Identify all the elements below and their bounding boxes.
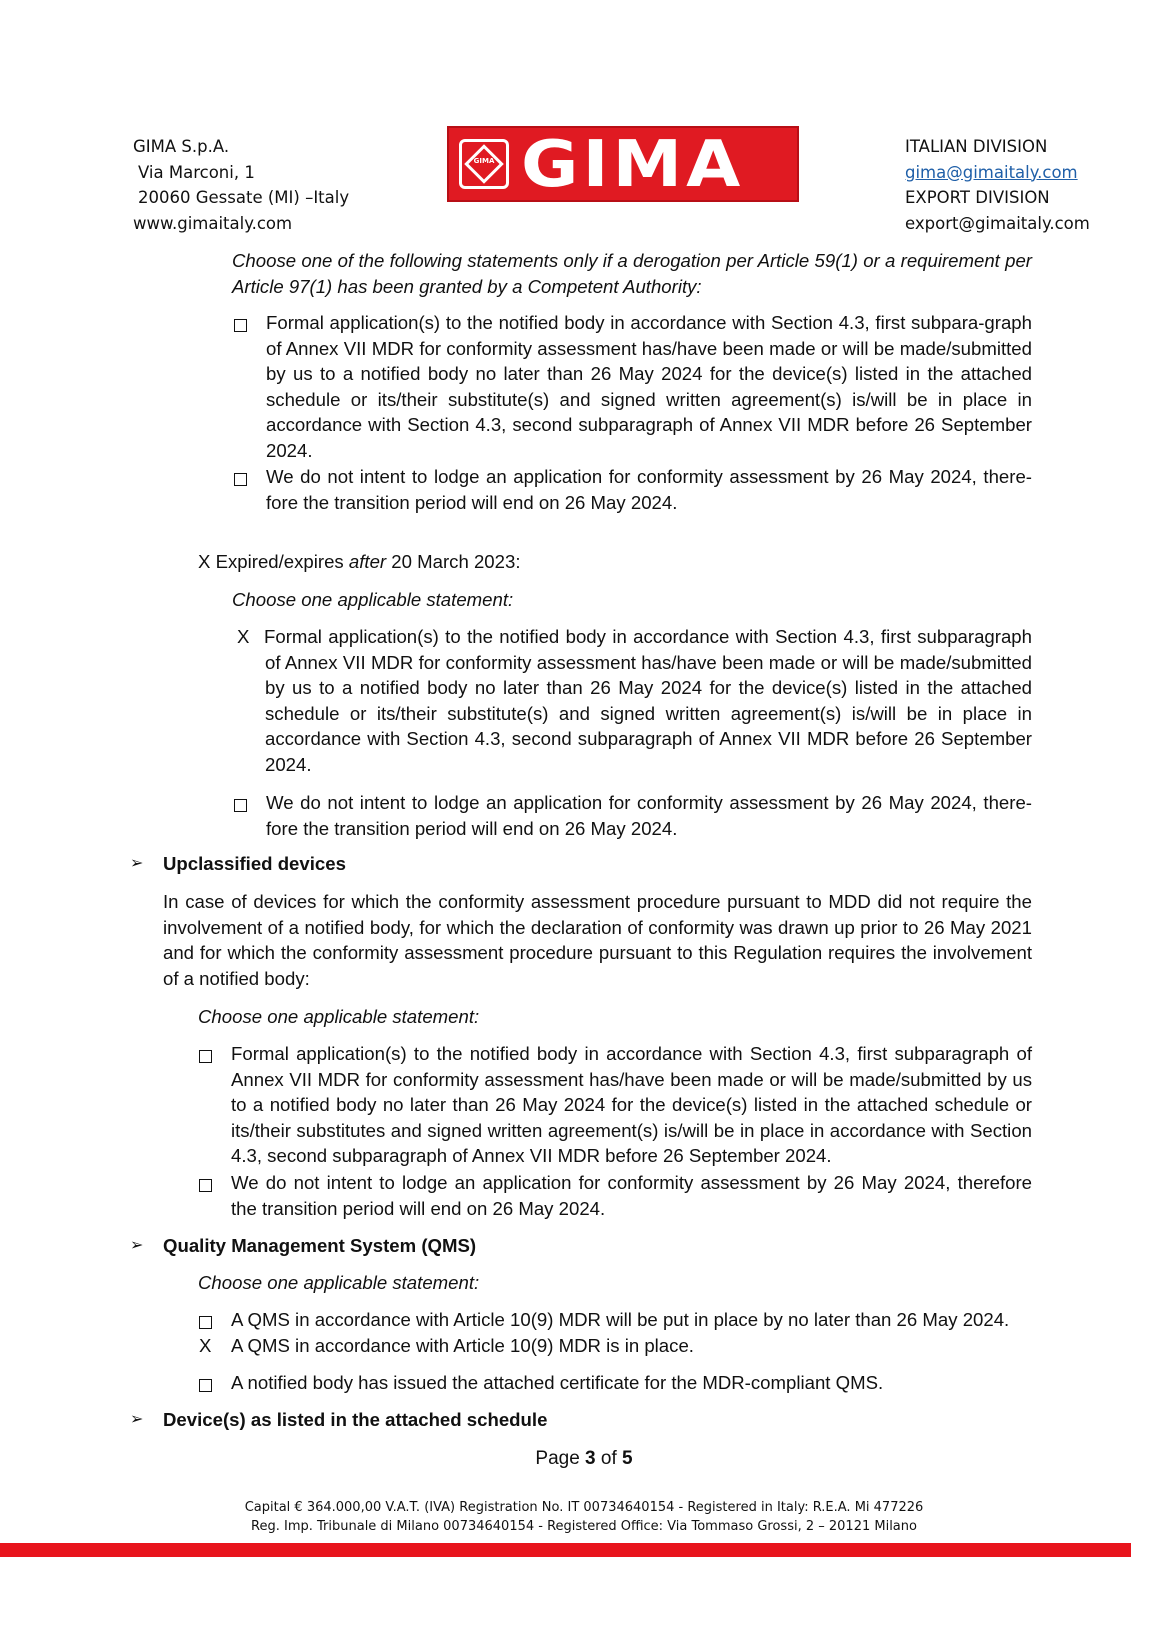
- statement-a1: Formal application(s) to the notified body in accordance with Section 4.3, first subpara-graph of Annex VII MDR for conformity assessment has/have been made or will be made/submitted by us to a notified body no later than 26 May 2024 for the device(s) listed in the attached schedule or its/their substitute(s) and signed written agreement(s) is/will be in place in accordance with Section 4.3, second subparagraph of Annex VII MDR before 26 September 2024.: [266, 312, 1032, 461]
- company-address: [133, 134, 349, 236]
- upclassified-body: In case of devices for which the conformity assessment procedure pursuant to MDD did not require the involvement of a notified body, for which the declaration of conformity was drawn up prior to 26 May 2021 and for which the conformity assessment procedure pursuant to this Regulation requires the involvement of a notified body:: [163, 891, 1032, 989]
- statement-a2: We do not intent to lodge an application for conformity assessment by 26 May 2024, there-fore the transition period will end on 26 May 2024.: [266, 466, 1032, 513]
- checkmark-q2[interactable]: X: [199, 1335, 212, 1356]
- expired-mark: X: [198, 551, 211, 572]
- address-line-1: Via Marconi, 1: [138, 162, 255, 182]
- company-name: GIMA S.p.A.: [133, 137, 230, 156]
- derogation-intro: Choose one of the following statements only if a derogation per Article 59(1) or a requirement per Article 97(1) has been granted by a Competent Authority:: [232, 250, 1032, 297]
- arrow-bullet-icon: ➢: [130, 1237, 144, 1254]
- statement-q2: A QMS in accordance with Article 10(9) MDR is in place.: [231, 1335, 694, 1356]
- checkbox-q3[interactable]: [199, 1372, 212, 1398]
- expired-after-label: X Expired/expires after 20 March 2023:: [198, 551, 521, 572]
- statement-q3: A notified body has issued the attached certificate for the MDR-compliant QMS.: [231, 1372, 884, 1393]
- page-number: Page 3 of 5: [535, 1448, 633, 1469]
- devices-heading: Device(s) as listed in the attached schedule: [163, 1409, 548, 1430]
- address-line-2: 20060 Gessate (MI) –Italy: [138, 188, 350, 207]
- checkbox-u1[interactable]: [199, 1043, 212, 1069]
- statement-u1: Formal application(s) to the notified body in accordance with Section 4.3, first subparagraph of Annex VII MDR for conformity assessment has/have been made or will be made/submitted by us to a notified body no later than 26 May 2024 for the device(s) listed in the attached schedule or its/their substitutes and signed written agreement(s) is/will be in place in accordance with Section 4.3, second subparagraph of Annex VII MDR before 26 September 2024.: [231, 1043, 1032, 1167]
- arrow-bullet-icon: ➢: [130, 855, 144, 872]
- checkbox-q1[interactable]: [199, 1309, 212, 1335]
- gima-emblem-icon: GIMA: [459, 139, 509, 189]
- checkbox-a1[interactable]: [234, 312, 247, 338]
- footer-legal-line-2: Reg. Imp. Tribunale di Milano 00734640154 - Registered Office: Via Tommaso Grossi, 2 – 20121 Milano: [251, 1519, 917, 1534]
- division-contacts: [905, 134, 1090, 236]
- logo-wordmark: GIMA: [521, 126, 745, 202]
- upclassified-intro: Choose one applicable statement:: [198, 1006, 480, 1027]
- statement-b1: Formal application(s) to the notified body in accordance with Section 4.3, first subparagraph of Annex VII MDR for conformity assessment has/have been made or will be made/submitted by us to a notified body no later than 26 May 2024 for the device(s) listed in the attached schedule or its/their substitute(s) and signed written agreement(s) is/will be in place in accordance with Section 4.3, second subparagraph of Annex VII MDR before 26 September 2024.: [264, 626, 1032, 775]
- upclassified-heading: Upclassified devices: [163, 853, 346, 874]
- statement-q1: A QMS in accordance with Article 10(9) MDR will be put in place by no later than 26 May 2024.: [231, 1309, 1010, 1330]
- section-b-intro: Choose one applicable statement:: [232, 589, 514, 610]
- statement-u2: We do not intent to lodge an application for conformity assessment by 26 May 2024, therefore the transition period will end on 26 May 2024.: [231, 1172, 1032, 1219]
- arrow-bullet-icon: ➢: [130, 1411, 144, 1428]
- checkbox-b2[interactable]: [234, 792, 247, 818]
- checkbox-u2[interactable]: [199, 1172, 212, 1198]
- checkbox-a2[interactable]: [234, 466, 247, 492]
- statement-b2: We do not intent to lodge an application for conformity assessment by 26 May 2024, there-fore the transition period will end on 26 May 2024.: [266, 792, 1032, 839]
- export-division-label: EXPORT DIVISION: [905, 188, 1050, 207]
- qms-heading: Quality Management System (QMS): [163, 1235, 477, 1256]
- gima-logo: [447, 126, 799, 202]
- export-email-link[interactable]: export@gimaitaly.com: [905, 213, 1090, 233]
- website-link[interactable]: www.gimaitaly.com: [133, 213, 293, 233]
- footer-legal-line-1: Capital € 364.000,00 V.A.T. (IVA) Registration No. IT 00734640154 - Registered in Italy: R.E.A. Mi 477226: [244, 1500, 924, 1515]
- qms-intro: Choose one applicable statement:: [198, 1272, 480, 1293]
- italian-division-label: ITALIAN DIVISION: [905, 137, 1048, 156]
- italian-email-link[interactable]: gima@gimaitaly.com: [905, 162, 1078, 182]
- footer-red-bar: [0, 1543, 1131, 1557]
- checkmark-b1[interactable]: X: [237, 626, 250, 647]
